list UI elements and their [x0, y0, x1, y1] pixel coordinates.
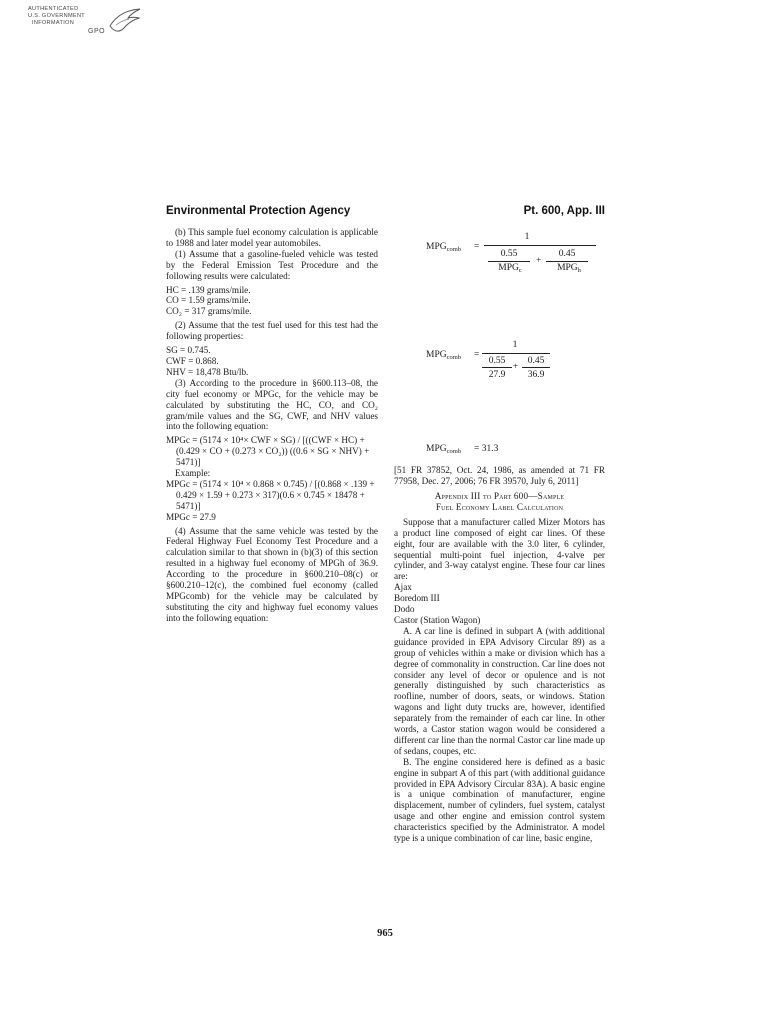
left-column	[166, 227, 378, 624]
paragraph-a: A. A car line is defined in subpart A (with additional guidance provided in EPA Advisory Circular 89) as a group of vehicles within a make or division which has a degree of commonality in construction. Car line does not consider any level of decor or opulence and is not generally distinguished by such characteristics as roofline, number of doors, seats, or windows. Station wagons and light duty trucks are, however, identified separately from the remainder of each car line. In other words, a Castor station wagon would be considered a different car line than the normal Castor car line made up of sedans, coupes, etc.	[394, 625, 605, 756]
equals-sign: =	[474, 242, 480, 252]
equation-general: MPGc = (5174 × 10⁴× CWF × SG) / [((CWF × HC) + (0.429 × CO + (0.273 × CO₂)) ((0.6 × SG × NHV) + 5471)]	[166, 435, 370, 468]
property-sg: SG = 0.745.	[166, 345, 211, 356]
car-line-dodo: Dodo	[394, 604, 415, 615]
appendix-title	[394, 491, 605, 513]
numerator-one: 1	[512, 340, 518, 350]
result-hc: HC = .139 grams/mile.	[166, 284, 251, 295]
paragraph-b3: (3) According to the procedure in §600.113–08, the city fuel economy or MPGc, for the vehicle may be calculated by substituting the HC, CO, and CO₂ gram/mile values and the SG, CWF, and NHV values into the following equation:	[166, 377, 378, 432]
stamp-line-2: U.S. GOVERNMENT	[28, 13, 86, 19]
equation-lhs: $MPG_{comb}$	[426, 350, 462, 361]
running-header-agency: Environmental Protection Agency	[166, 205, 351, 217]
combined-mpg-result: = 31.3	[474, 444, 499, 454]
right-column	[394, 465, 605, 844]
stamp-line-3: INFORMATION	[32, 20, 75, 26]
equation-example: MPGc = (5174 × 10⁴ × 0.868 × 0.745) / [(0.868 × .139 + 0.429 × 1.59 + 0.273 × 317)(0.6 × 0.745 × 18478 + 5471)]	[166, 478, 375, 511]
paragraph-intro: Suppose that a manufacturer called Mizer Motors has a product line composed of eight car lines. Of these eight, four are available with the 3.0 liter, 6 cylinder, sequential multi-point fuel injection, 4-valve per cylinder, and 3-way catalyst engine. These four car lines are:	[394, 516, 605, 582]
result-co2: CO₂ = 317 grams/mile.	[166, 306, 252, 317]
example-label: Example:	[175, 468, 211, 479]
equation-combined-substituted	[426, 340, 606, 390]
running-header-part: Pt. 600, App. III	[523, 205, 605, 217]
stamp-gpo-label: GPO	[88, 28, 106, 35]
paragraph-b-basic-engine: B. The engine considered here is defined as a basic engine in subpart A of this part (with additional guidance provided in EPA Advisory Circular 83A). A basic engine is a unique combination of manufacturer, engine displacement, number of cylinders, fuel system, catalyst usage and other engine and emission control system characteristics specified by the Administrator. A model type is a unique combination of car line, basic engine,	[394, 756, 605, 844]
paragraph-b: (b) This sample fuel economy calculation is applicable to 1988 and later model year automobiles.	[166, 227, 378, 248]
city-weight: 0.55	[488, 356, 506, 366]
result-co: CO = 1.59 grams/mile.	[166, 295, 251, 306]
paragraph-b4: (4) Assume that the same vehicle was tested by the Federal Highway Fuel Economy Test Procedure and a calculation similar to that shown in (b)(3) of this section resulted in a highway fuel economy of MPGh of 36.9. According to the procedure in §600.210–08(c) or §600.210–12(c), the combined fuel economy (called MPGcomb) for the vehicle may be calculated by substituting the city and highway fuel economy values into the following equation:	[166, 525, 378, 623]
eagle-logo-icon	[106, 8, 142, 34]
property-nhv: NHV = 18,478 Btu/lb.	[166, 366, 249, 377]
car-line-boredom: Boredom III	[394, 593, 440, 604]
city-fraction-bar	[488, 261, 530, 262]
gpo-authentication-stamp	[28, 6, 148, 56]
highway-denominator: $MPG_h$	[557, 263, 581, 274]
highway-weight: 0.45	[558, 249, 576, 259]
city-fraction-bar	[482, 367, 512, 368]
equals-sign: =	[474, 350, 480, 360]
car-line-castor: Castor (Station Wagon)	[394, 614, 481, 625]
numerator-one: 1	[524, 232, 530, 242]
plus-sign: +	[536, 256, 542, 266]
paragraph-b1: (1) Assume that a gasoline-fueled vehicle was tested by the Federal Emission Test Procedure and the following results were calculated:	[166, 248, 378, 281]
highway-weight: 0.45	[527, 356, 545, 366]
appendix-title-line-2: Fuel Economy Label Calculation	[435, 501, 564, 512]
highway-mpg-value: 36.9	[527, 370, 545, 380]
page-number: 965	[377, 928, 393, 939]
amendment-citation: [51 FR 37852, Oct. 24, 1986, as amended at 71 FR 77958, Dec. 27, 2006; 76 FR 39570, July 6, 2011]	[394, 465, 605, 486]
highway-fraction-bar	[546, 261, 588, 262]
main-fraction-bar	[484, 245, 596, 246]
equation-combined-general	[426, 232, 606, 282]
stamp-line-1: AUTHENTICATED	[28, 6, 79, 12]
property-cwf: CWF = 0.868.	[166, 355, 219, 366]
highway-fraction-bar	[522, 367, 550, 368]
appendix-title-line-1: Appendix III to Part 600—Sample	[434, 490, 565, 501]
main-fraction-bar	[482, 353, 550, 354]
city-weight: 0.55	[500, 249, 518, 259]
city-denominator: $MPG_c$	[498, 263, 522, 274]
plus-sign: +	[513, 362, 519, 372]
paragraph-b2: (2) Assume that the test fuel used for this test had the following properties:	[166, 320, 378, 342]
car-line-ajax: Ajax	[394, 582, 412, 593]
city-mpg-value: 27.9	[488, 370, 506, 380]
equation-lhs: $MPG_{comb}$	[426, 242, 462, 253]
equation-result: MPGc = 27.9	[166, 511, 216, 522]
equation-lhs: $MPG_{comb}$	[426, 444, 462, 455]
equation-combined-result	[426, 444, 606, 458]
